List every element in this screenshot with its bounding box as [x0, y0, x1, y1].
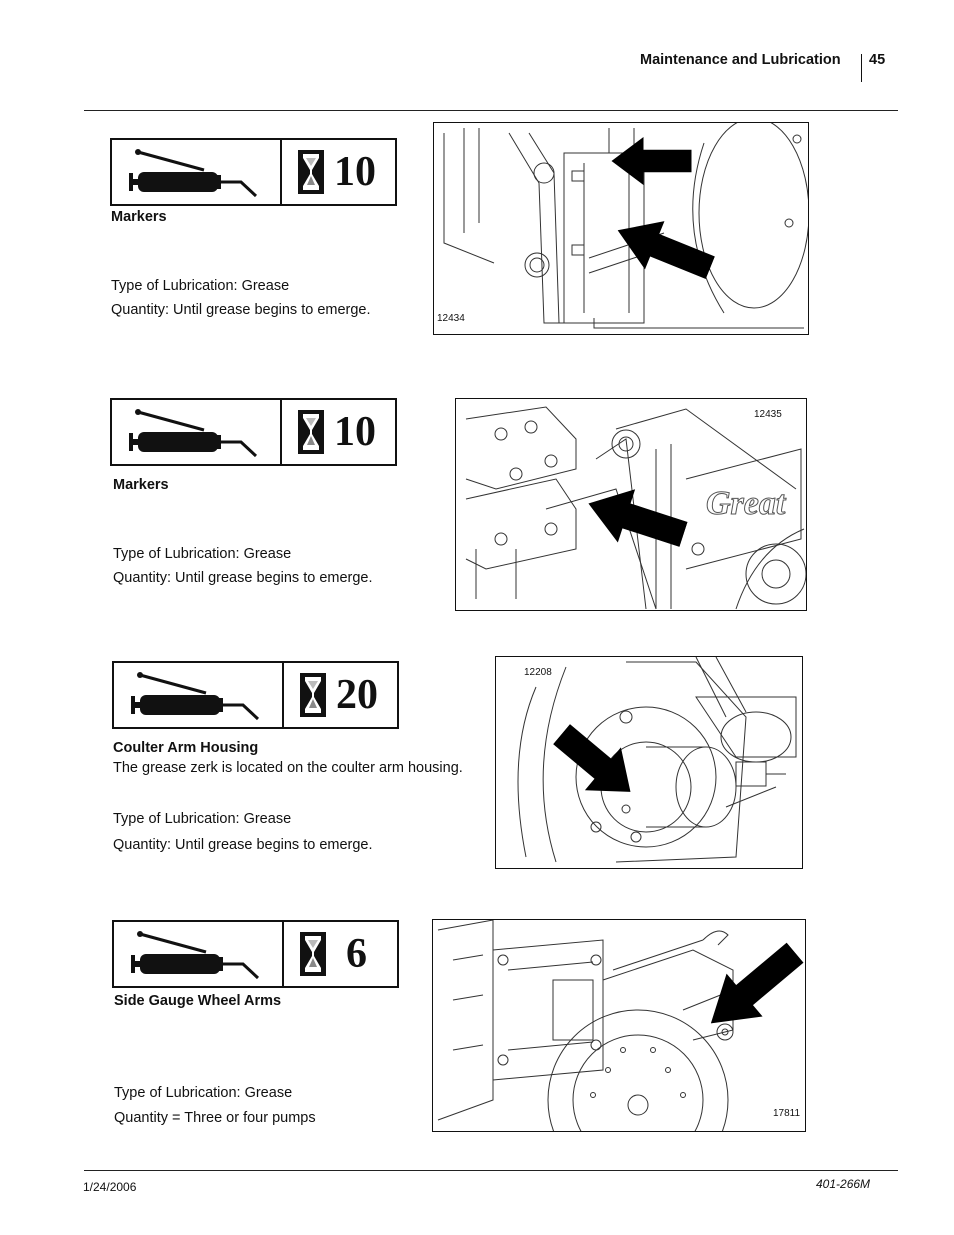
lubrication-symbol [110, 138, 397, 206]
marker-arm-illustration [456, 399, 806, 610]
brand-lettering: Great [706, 485, 786, 522]
page-number: 45 [869, 52, 886, 68]
header-rule [84, 110, 898, 111]
figure-coulter-arm [495, 656, 803, 869]
lubrication-symbol [112, 920, 399, 988]
pointer-arrow-icon [612, 137, 692, 185]
lubrication-type: Type of Lubrication: Grease [113, 546, 292, 562]
lubrication-type: Type of Lubrication: Grease [113, 811, 292, 827]
figure-markers-2 [455, 398, 807, 611]
hourglass-icon [300, 673, 326, 717]
grease-gun-icon [112, 400, 282, 464]
lubrication-symbol [110, 398, 397, 466]
hourglass-icon [298, 410, 324, 454]
item-description: The grease zerk is located on the coulter arm housing. [113, 760, 463, 776]
lubrication-symbol [112, 661, 399, 729]
lubrication-quantity: Quantity: Until grease begins to emerge. [113, 837, 373, 853]
lubrication-quantity: Quantity = Three or four pumps [114, 1110, 316, 1126]
interval-hours: 6 [346, 931, 367, 977]
hourglass-icon [298, 150, 324, 194]
figure-number: 12435 [754, 409, 782, 420]
footer-document-number: 401-266M [816, 1177, 871, 1191]
footer-rule [84, 1170, 898, 1171]
footer-date: 1/24/2006 [83, 1180, 137, 1194]
interval-hours: 20 [336, 672, 378, 718]
figure-number: 17811 [773, 1108, 801, 1119]
grease-gun-icon [112, 140, 282, 204]
item-title: Coulter Arm Housing [113, 740, 259, 756]
item-title: Side Gauge Wheel Arms [114, 993, 282, 1009]
figure-number: 12208 [524, 667, 552, 678]
lubrication-quantity: Quantity: Until grease begins to emerge. [113, 570, 373, 586]
grease-gun-icon [114, 663, 284, 727]
interval-hours: 10 [334, 149, 376, 195]
lubrication-quantity: Quantity: Until grease begins to emerge. [111, 302, 371, 318]
gauge-wheel-illustration [433, 920, 805, 1131]
interval-hours: 10 [334, 409, 376, 455]
lubrication-type: Type of Lubrication: Grease [114, 1085, 293, 1101]
marker-hub-illustration [434, 123, 808, 334]
figure-gauge-wheel-arms [432, 919, 806, 1132]
figure-number: 12434 [437, 313, 465, 324]
figure-markers-1 [433, 122, 809, 335]
coulter-hub-illustration [496, 657, 802, 868]
hourglass-icon [300, 932, 326, 976]
header-separator [861, 54, 862, 82]
header-title: Maintenance and Lubrication [640, 52, 841, 68]
item-title: Markers [113, 477, 169, 493]
lubrication-type: Type of Lubrication: Grease [111, 278, 290, 294]
item-title: Markers [111, 209, 167, 225]
pointer-arrow-icon [693, 931, 805, 1045]
grease-gun-icon [114, 922, 284, 986]
